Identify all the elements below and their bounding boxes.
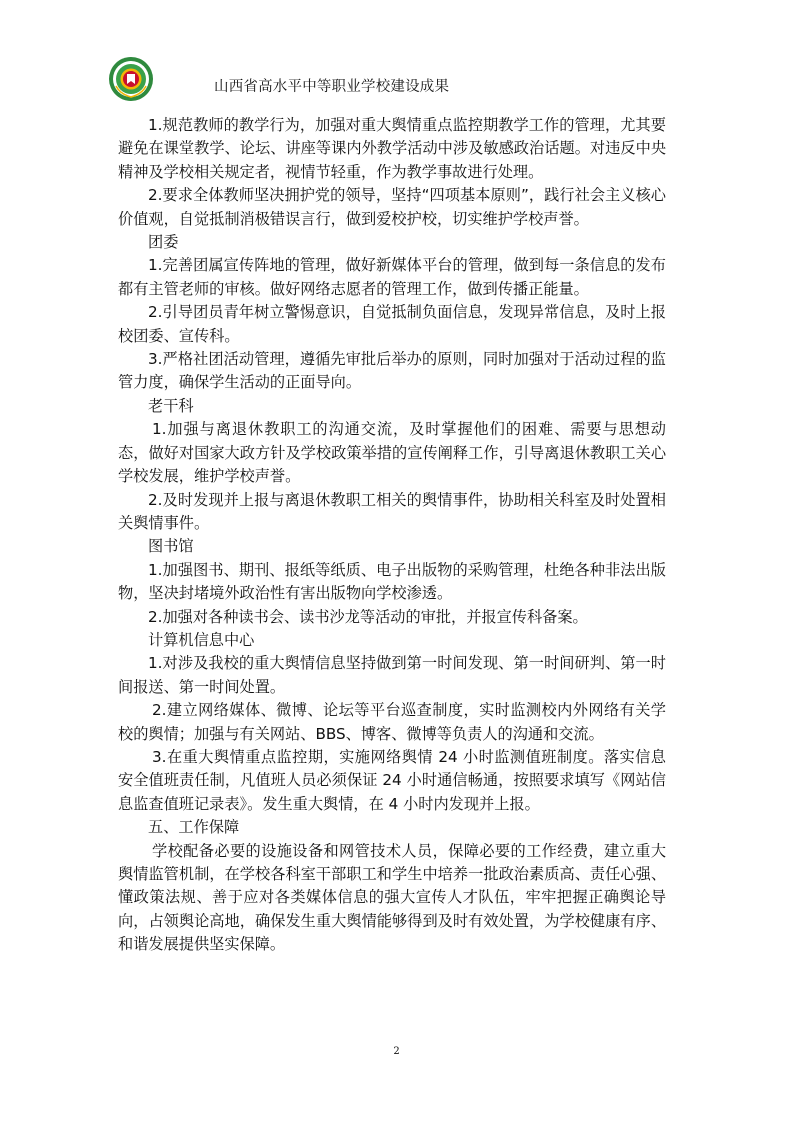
paragraph: 3.严格社团活动管理，遵循先审批后举办的原则，同时加强对于活动过程的监管力度，确保学生活动的正面导向。	[118, 350, 666, 392]
paragraph: 1.加强与离退休教职工的沟通交流，及时掌握他们的困难、需要与思想动态，做好对国家大政方针及学校政策举措的宣传阐释工作，引导离退休教职工关心学校发展，维护学校声誉。	[118, 420, 666, 486]
paragraph: 1.规范教师的教学行为，加强对重大舆情重点监控期教学工作的管理，尤其要避免在课堂教学、论坛、讲座等课内外教学活动中涉及敏感政治话题。对违反中央精神及学校相关规定者，视情节轻重，作为教学事故进行处理。	[118, 116, 666, 181]
paragraph: 1.加强图书、期刊、报纸等纸质、电子出版物的采购管理，杜绝各种非法出版物，坚决封堵境外政治性有害出版物向学校渗透。	[118, 560, 666, 603]
paragraph: 团委	[148, 233, 179, 252]
paragraph: 3.在重大舆情重点监控期，实施网络舆情 24 小时监测值班制度。落实信息安全值班责任制，凡值班人员必须保证 24 小时通信畅通，按照要求填写《网站信息监查值班记录表》。发生重大舆情，在 4 小时内发现并上报。	[118, 747, 666, 813]
paragraph: 五、工作保障	[148, 818, 240, 837]
paragraph: 计算机信息中心	[148, 630, 255, 649]
paragraph: 图书馆	[148, 537, 194, 556]
header-title: 山西省高水平中等职业学校建设成果	[214, 79, 450, 95]
document-body	[118, 114, 666, 957]
paragraph: 2.要求全体教师坚决拥护党的领导，坚持“四项基本原则”，践行社会主义核心价值观，自觉抵制消极错误言行，做到爱校护校，切实维护学校声誉。	[118, 186, 666, 228]
paragraph: 1.对涉及我校的重大舆情信息坚持做到第一时间发现、第一时间研判、第一时间报送、第一时间处置。	[118, 654, 666, 696]
paragraph: 2.加强对各种读书会、读书沙龙等活动的审批，并报宣传科备案。	[148, 607, 588, 626]
paragraph: 2.建立网络媒体、微博、论坛等平台巡查制度，实时监测校内外网络有关学校的舆情；加强与有关网站、BBS、博客、微博等负责人的沟通和交流。	[118, 701, 666, 743]
paragraph: 老干科	[148, 396, 194, 415]
school-emblem-icon	[108, 56, 154, 102]
paragraph: 2.引导团员青年树立警惕意识，自觉抵制负面信息，发现异常信息，及时上报校团委、宣传科。	[118, 303, 666, 345]
paragraph: 2.及时发现并上报与离退休教职工相关的舆情事件，协助相关科室及时处置相关舆情事件。	[118, 490, 666, 532]
paragraph: 1.完善团属宣传阵地的管理，做好新媒体平台的管理，做到每一条信息的发布都有主管老师的审核。做好网络志愿者的管理工作，做到传播正能量。	[118, 256, 666, 298]
page-number: 2	[393, 1046, 400, 1057]
page-header	[108, 56, 708, 116]
paragraph: 学校配备必要的设施设备和网管技术人员，保障必要的工作经费，建立重大舆情监管机制，在学校各科室干部职工和学生中培养一批政治素质高、责任心强、懂政策法规、善于应对各类媒体信息的强大宣传人才队伍，牢牢把握正确舆论导向，占领舆论高地，确保发生重大舆情能够得到及时有效处置，为学校健康有序、和谐发展提供坚实保障。	[118, 841, 666, 954]
